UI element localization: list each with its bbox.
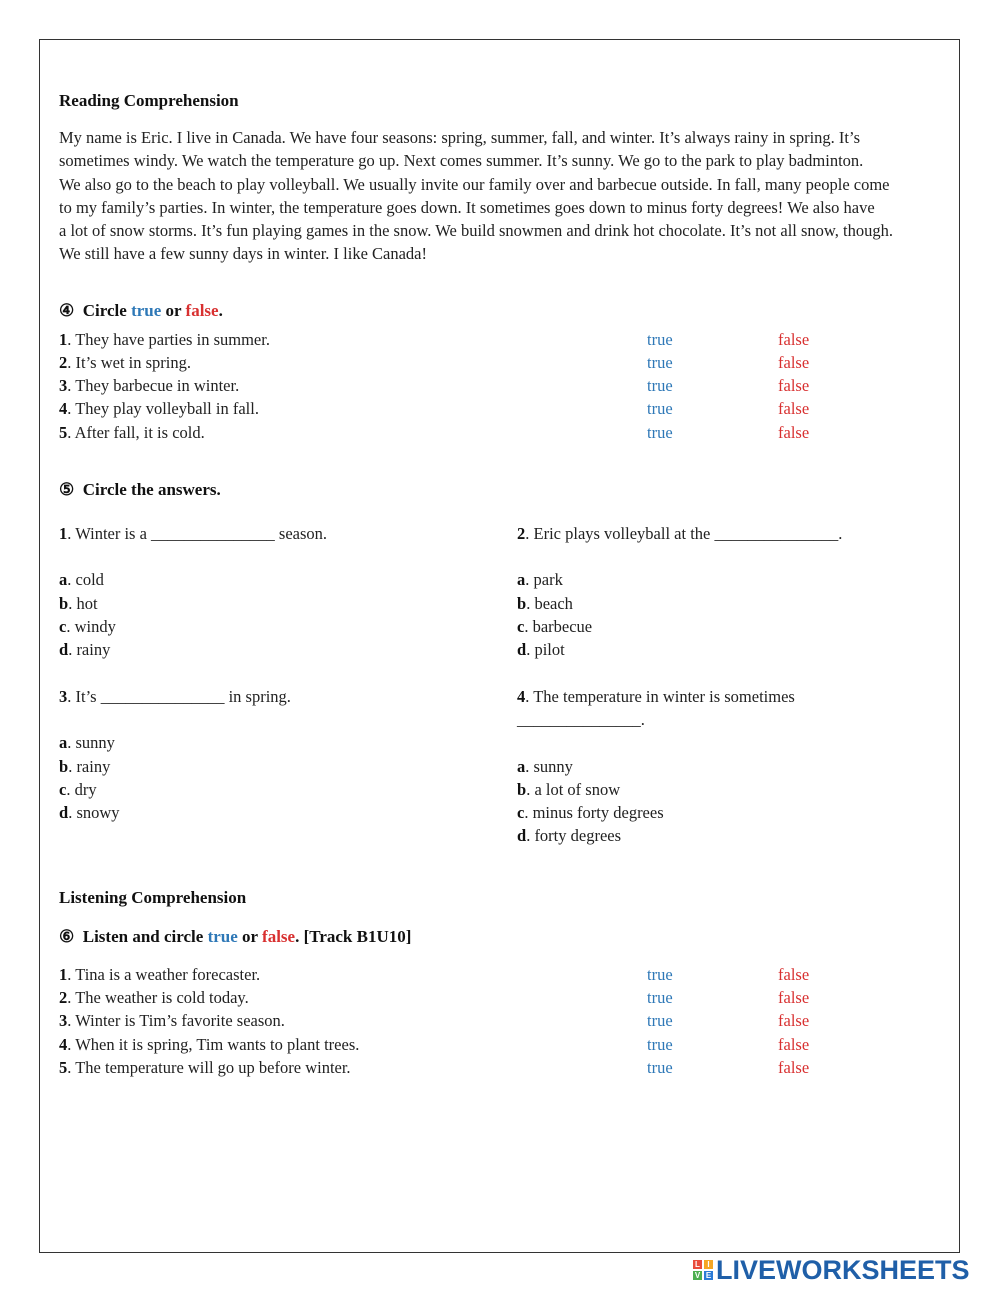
paragraph-line: My name is Eric. I live in Canada. We have four seasons: spring, summer, fall, and winter. It’s always rainy in spring. It’s — [59, 128, 860, 147]
s6-item-2-false[interactable]: false — [778, 988, 810, 1007]
section4-or-word: or — [165, 301, 182, 320]
section6-marker: ⑥ — [59, 927, 75, 946]
paragraph-line: We also go to the beach to play volleyball. We usually invite our family over and barbecue outside. In fall, many people come — [59, 174, 890, 194]
logo-letter-i: I — [704, 1260, 713, 1269]
logo-letter-e: E — [705, 1271, 712, 1280]
s4-item-4: 4. They play volleyball in fall. — [59, 399, 259, 418]
paragraph-line: to my family’s parties. In winter, the temperature goes down. It sometimes goes down to minus forty degrees! We also have — [59, 197, 875, 217]
s4-item-5: 5. After fall, it is cold. — [59, 423, 205, 442]
section4-heading — [59, 301, 223, 321]
reading-paragraph — [59, 126, 951, 266]
s4-item-2-true[interactable]: true — [647, 353, 673, 372]
section6-true-word: true — [207, 927, 238, 946]
s5-q2-option-b[interactable]: b. beach — [517, 594, 573, 613]
s5-q1-option-a[interactable]: a. cold — [59, 570, 104, 589]
section4-prefix: Circle — [82, 301, 127, 320]
s4-item-3: 3. They barbecue in winter. — [59, 376, 240, 395]
s6-item-1-false[interactable]: false — [778, 965, 810, 984]
s4-item-2: 2. It’s wet in spring. — [59, 353, 191, 372]
section6-prefix: Listen and circle — [82, 927, 204, 946]
s5-question-1: 1. Winter is a _______________ season. — [59, 524, 328, 543]
liveworksheets-logo — [693, 1255, 970, 1285]
s5-question-4-blank: _______________. — [517, 710, 645, 729]
s5-q1-option-c[interactable]: c. windy — [59, 617, 116, 636]
s6-item-3: 3. Winter is Tim’s favorite season. — [59, 1011, 285, 1030]
s5-q3-option-a[interactable]: a. sunny — [59, 733, 115, 752]
s4-item-4-true[interactable]: true — [647, 399, 673, 418]
s5-q2-option-d[interactable]: d. pilot — [517, 640, 565, 659]
s6-item-1: 1. Tina is a weather forecaster. — [59, 965, 261, 984]
s5-q3-option-b[interactable]: b. rainy — [59, 757, 111, 776]
section6-end: . [Track B1U10] — [295, 927, 412, 946]
s6-item-4: 4. When it is spring, Tim wants to plant trees. — [59, 1035, 360, 1054]
s4-item-1-false[interactable]: false — [778, 330, 810, 349]
s5-q4-option-b[interactable]: b. a lot of snow — [517, 780, 621, 799]
s5-question-2: 2. Eric plays volleyball at the _______________. — [517, 524, 843, 543]
section4-end: . — [218, 301, 223, 320]
s5-q4-option-d[interactable]: d. forty degrees — [517, 826, 622, 845]
paragraph-line: a lot of snow storms. It’s fun playing games in the snow. We build snowmen and drink hot chocolate. It’s not all snow, though. — [59, 221, 893, 241]
s4-item-2-false[interactable]: false — [778, 353, 810, 372]
s5-question-3: 3. It’s _______________ in spring. — [59, 687, 291, 706]
s6-item-3-false[interactable]: false — [778, 1011, 810, 1030]
s5-q1-option-b[interactable]: b. hot — [59, 594, 98, 613]
s5-q4-option-a[interactable]: a. sunny — [517, 757, 573, 776]
s6-item-5-false[interactable]: false — [778, 1058, 810, 1077]
s4-item-1: 1. They have parties in summer. — [59, 330, 270, 349]
section6-false-word: false — [262, 927, 296, 946]
section6-or-word: or — [242, 927, 258, 946]
section5-title: Circle the answers. — [82, 480, 221, 499]
reading-title: Reading Comprehension — [59, 91, 239, 110]
s5-q3-option-c[interactable]: c. dry — [59, 780, 97, 799]
s6-item-5: 5. The temperature will go up before winter. — [59, 1058, 351, 1077]
s5-q1-option-d[interactable]: d. rainy — [59, 640, 111, 659]
logo-live-grid — [693, 1260, 713, 1280]
s4-item-1-true[interactable]: true — [647, 330, 673, 349]
paragraph-line: We still have a few sunny days in winter. I like Canada! — [59, 244, 427, 264]
listening-title: Listening Comprehension — [59, 888, 247, 907]
paragraph-line: sometimes windy. We watch the temperature go up. Next comes summer. It’s sunny. We go to the park to play badminton. — [59, 151, 864, 171]
s6-item-1-true[interactable]: true — [647, 965, 673, 984]
logo-letter-v: V — [694, 1271, 701, 1280]
s5-q2-option-c[interactable]: c. barbecue — [517, 617, 593, 636]
s4-item-5-true[interactable]: true — [647, 423, 673, 442]
logo-letter-l: L — [693, 1260, 702, 1269]
logo-text: LIVEWORKSHEETS — [716, 1254, 970, 1285]
s5-q4-option-c[interactable]: c. minus forty degrees — [517, 803, 664, 822]
section4-true-word: true — [131, 301, 162, 320]
s5-q2-option-a[interactable]: a. park — [517, 570, 563, 589]
s6-item-2: 2. The weather is cold today. — [59, 988, 249, 1007]
s6-item-4-true[interactable]: true — [647, 1035, 673, 1054]
s4-item-5-false[interactable]: false — [778, 423, 810, 442]
section4-marker: ④ — [59, 301, 75, 320]
s5-question-4: 4. The temperature in winter is sometimes — [517, 687, 795, 706]
s4-item-4-false[interactable]: false — [778, 399, 810, 418]
s5-q3-option-d[interactable]: d. snowy — [59, 803, 120, 822]
s6-item-3-true[interactable]: true — [647, 1011, 673, 1030]
section5-marker: ⑤ — [59, 480, 75, 499]
section4-false-word: false — [185, 301, 219, 320]
s6-item-4-false[interactable]: false — [778, 1035, 810, 1054]
s4-item-3-true[interactable]: true — [647, 376, 673, 395]
section6-heading — [59, 927, 411, 947]
s6-item-2-true[interactable]: true — [647, 988, 673, 1007]
section5-heading — [59, 480, 221, 500]
s4-item-3-false[interactable]: false — [778, 376, 810, 395]
s6-item-5-true[interactable]: true — [647, 1058, 673, 1077]
